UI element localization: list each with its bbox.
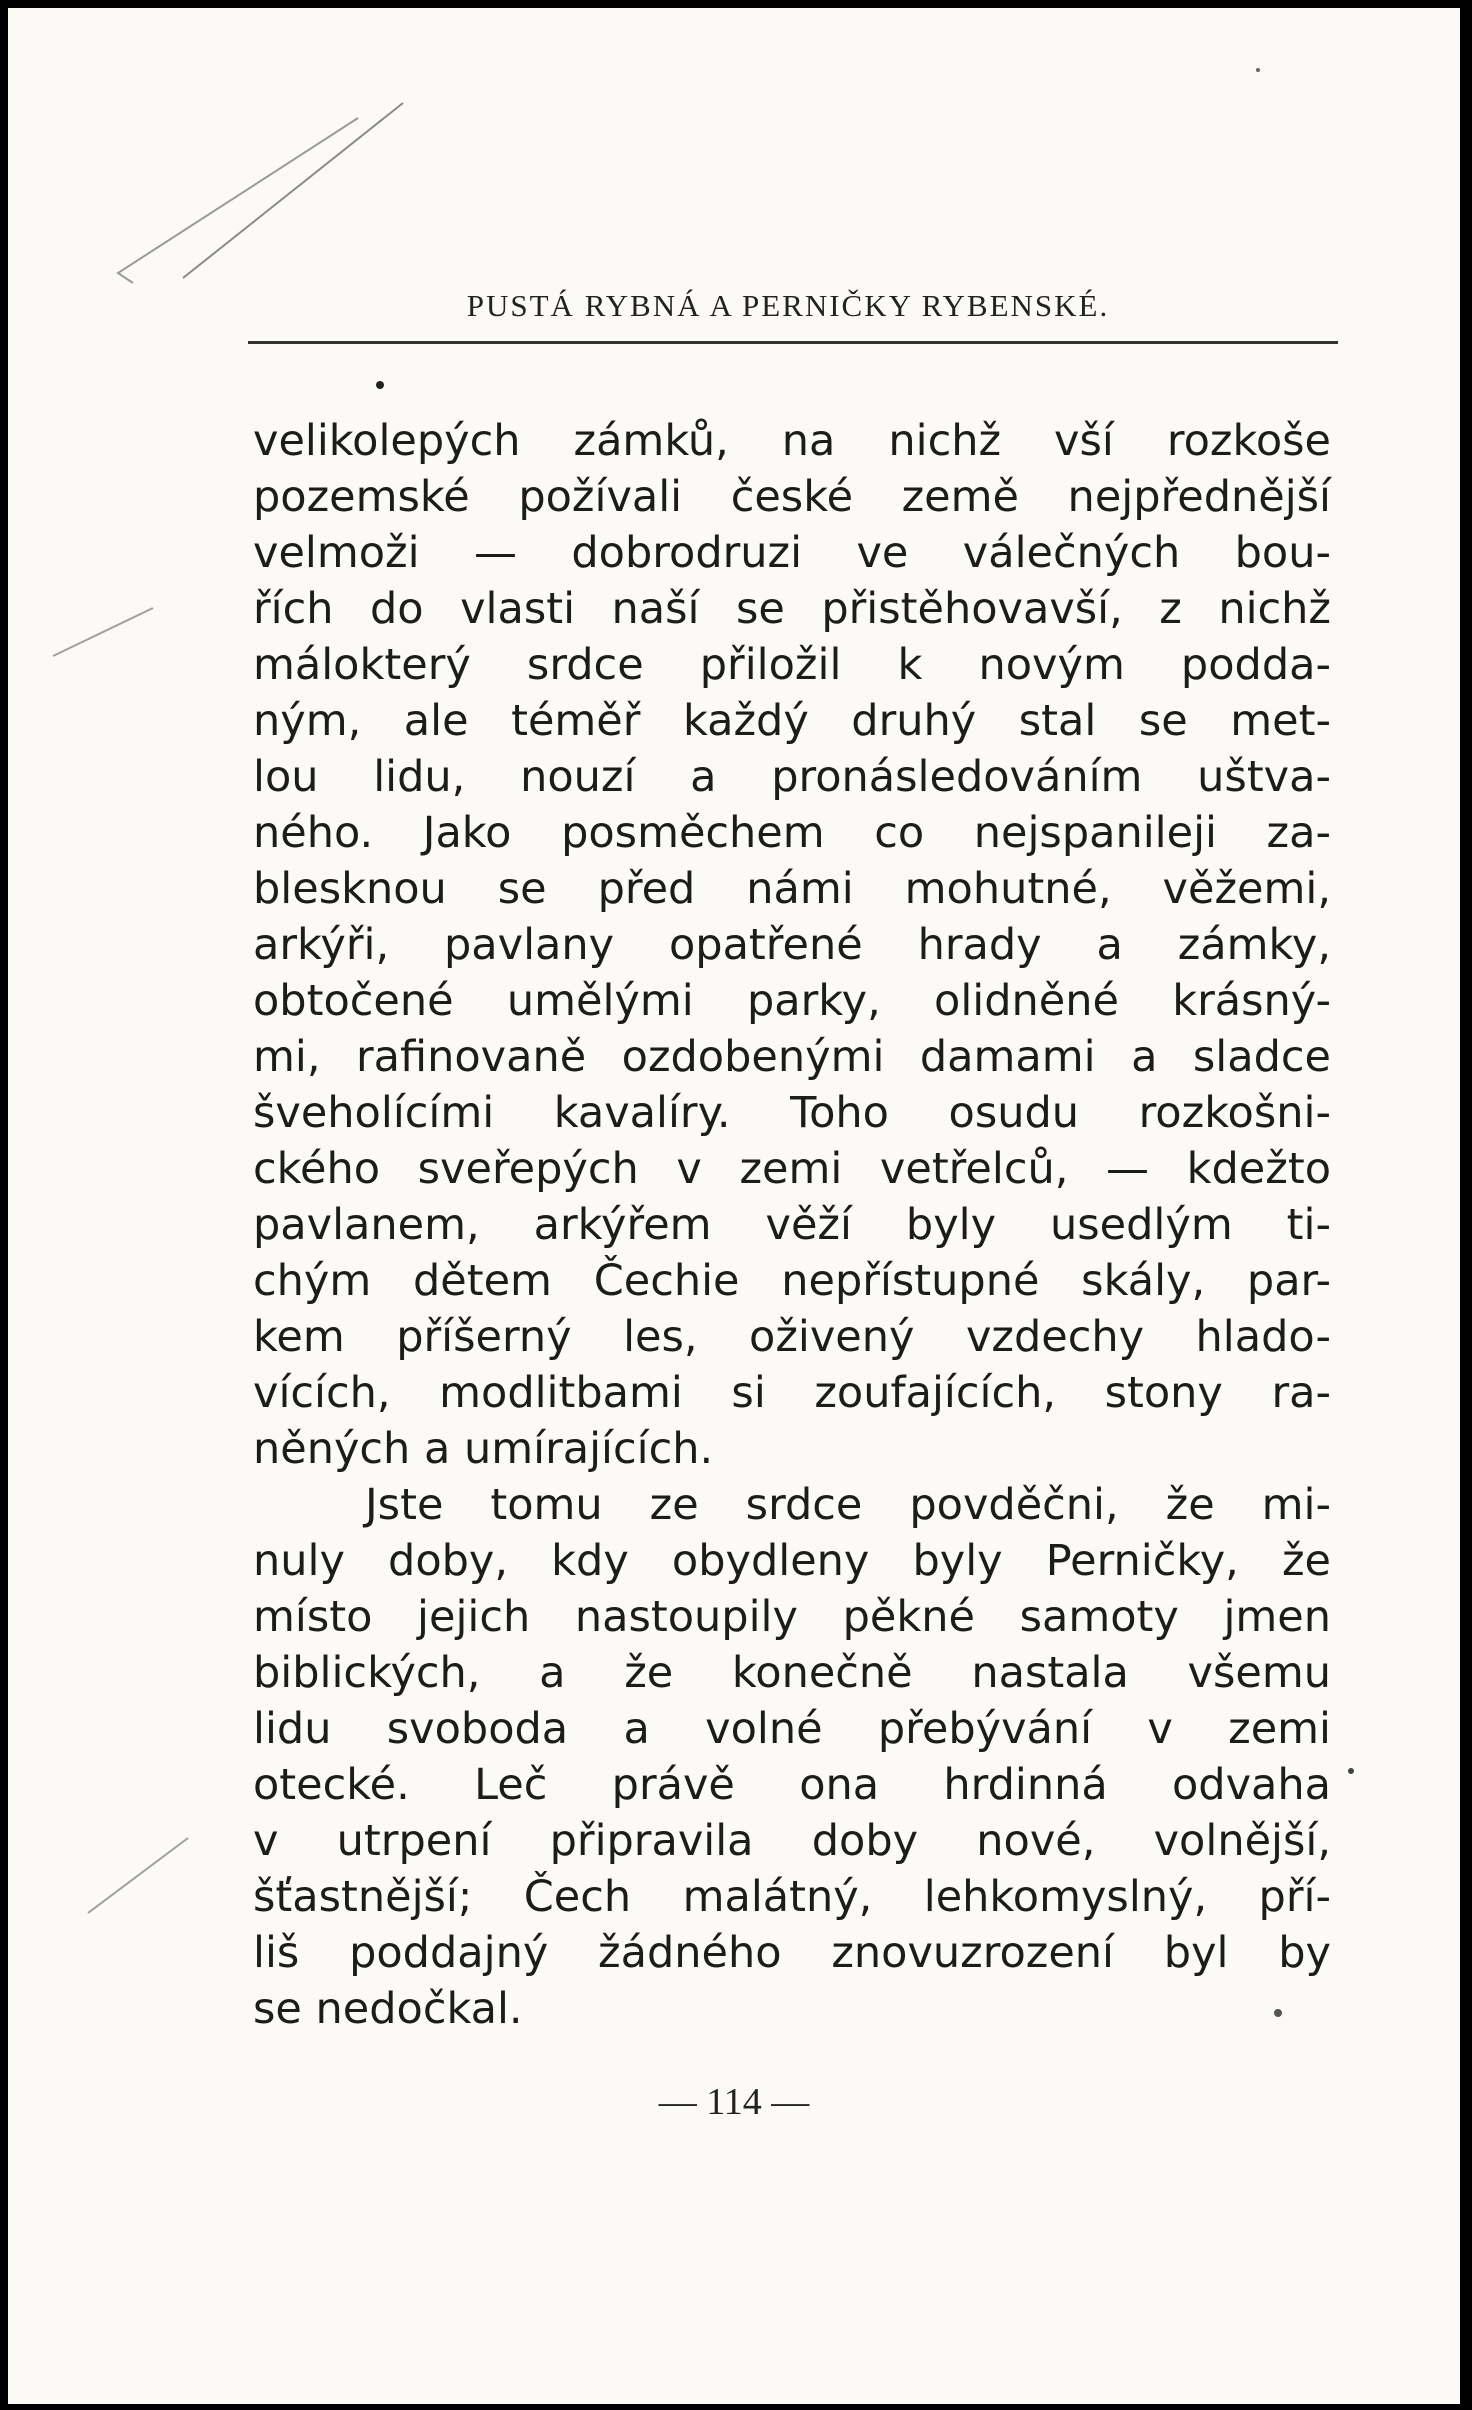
book-page: [8, 8, 1460, 2404]
text-line: ckého sveřepých v zemi vetřelců, — kdežto: [253, 1144, 1331, 1194]
text-line: blesknou se před námi mohutné, věžemi,: [253, 864, 1331, 914]
text-line: liš poddajný žádného znovuzrození byl by: [253, 1928, 1331, 1978]
text-line: ného. Jako posměchem co nejspanileji za-: [253, 808, 1331, 858]
text-line: velmoži — dobrodruzi ve válečných bou-: [253, 528, 1331, 578]
text-line: něných a umírajících.: [253, 1424, 714, 1474]
text-line: velikolepých zámků, na nichž vší rozkoše: [253, 416, 1331, 466]
text-line: lou lidu, nouzí a pronásledováním uštva-: [253, 752, 1331, 802]
text-line: kem příšerný les, oživený vzdechy hlado-: [253, 1312, 1331, 1362]
text-line: v utrpení připravila doby nové, volnější,: [253, 1816, 1331, 1866]
text-line: nuly doby, kdy obydleny byly Perničky, že: [253, 1536, 1331, 1586]
text-line: Jste tomu ze srdce povděčni, že mi-: [365, 1480, 1331, 1530]
text-line: chým dětem Čechie nepřístupné skály, par-: [253, 1256, 1331, 1306]
text-line: ným, ale téměř každý druhý stal se met-: [253, 696, 1331, 746]
text-line: vících, modlitbami si zoufajících, stony ra-: [253, 1368, 1331, 1418]
text-line: pavlanem, arkýřem věží byly usedlým ti-: [253, 1200, 1331, 1250]
text-line: se nedočkal.: [253, 1984, 523, 2034]
text-line: šveholícími kavalíry. Toho osudu rozkošni-: [253, 1088, 1331, 1138]
text-line: lidu svoboda a volné přebývání v zemi: [253, 1704, 1331, 1754]
text-line: šťastnější; Čech malátný, lehkomyslný, pří-: [253, 1872, 1331, 1922]
body-text: [253, 413, 1331, 2037]
text-line: pozemské požívali české země nejpřednější: [253, 472, 1331, 522]
header-rule: [248, 341, 1338, 344]
text-line: místo jejich nastoupily pěkné samoty jmen: [253, 1592, 1331, 1642]
page-number: — 114 —: [658, 2081, 810, 2123]
text-line: arkýři, pavlany opatřené hrady a zámky,: [253, 920, 1331, 970]
text-line: otecké. Leč právě ona hrdinná odvaha: [253, 1760, 1331, 1810]
running-title: PUSTÁ RYBNÁ A PERNIČKY RYBENSKÉ.: [466, 288, 1110, 323]
text-line: mi, rafinovaně ozdobenými damami a sladce: [253, 1032, 1331, 1082]
text-line: obtočené umělými parky, olidněné krásný-: [253, 976, 1331, 1026]
text-line: biblických, a že konečně nastala všemu: [253, 1648, 1331, 1698]
text-line: málokterý srdce přiložil k novým podda-: [253, 640, 1331, 690]
text-line: řích do vlasti naší se přistěhovavší, z nichž: [253, 584, 1331, 634]
